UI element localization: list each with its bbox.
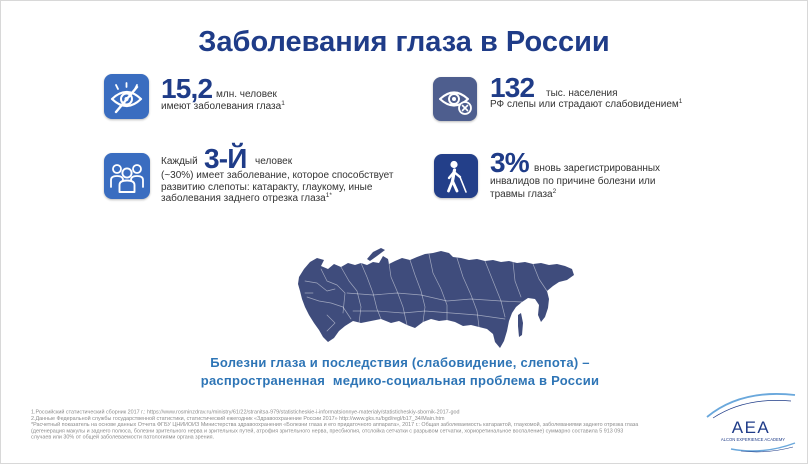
- stat-line: развитию слепоты: катаракту, глаукому, иные: [161, 182, 373, 193]
- stat-text-patients: [161, 102, 285, 112]
- footnote-ref: 2: [552, 188, 557, 195]
- stat-line: имеют заболевания глаза: [161, 101, 282, 112]
- stat-line-text: травмы глаза: [490, 189, 553, 200]
- footnote-ref: 1: [281, 100, 285, 107]
- footnote-ref: 1: [678, 98, 683, 105]
- footnotes: [31, 409, 651, 440]
- footnote: случаев или 30% от общей заболеваемости патологиями органа зрения.: [31, 434, 215, 440]
- footnote: 2.Данные Федеральной службы государственной статистики, статистический ежегодник «Здравоохранение России 2017» http://www.gks.ru/bgd/regl/b17_34/Main.htm: [31, 415, 445, 422]
- caption-line: распространенная медико-социальная проблема в России: [200, 373, 600, 388]
- footnote: 1.Российский статистический сборник 2017 г.: https://www.rosminzdrav.ru/ministry/61/22/stranitsa-979/statisticheskie-i-informatsionnye-materialy/statisticheskiy-sbornik-2017-god: [31, 409, 460, 415]
- slide-title: Заболевания глаза в России: [198, 26, 610, 58]
- stat-unit-person: человек: [255, 156, 293, 167]
- footnote: (дегенерация макулы и заднего полюса, болезни зрительного нерва и зрительных путей, атрофия зрительного нерва, пресбиопия, отслойка сетчатки с разрывом сетчатки, хориоретинальное воспаление) суммарно составила 5 913 093: [31, 427, 624, 434]
- sakhalin-island: [518, 313, 523, 337]
- stat-line: инвалидов по причине болезни или: [490, 176, 656, 187]
- stat-line-text: заболевания заднего отрезка глаза: [161, 193, 326, 204]
- stat-value-patients: 15,2: [161, 73, 213, 104]
- logo-arc: [731, 443, 795, 451]
- stat-unit-patients: млн. человек: [216, 89, 277, 100]
- stat-unit-disabled: вновь зарегистрированных: [534, 163, 661, 174]
- stat-text-blind: [490, 100, 682, 110]
- footnote: *Расчетный показатель на основе данных Отчета ФГБУ ЦНИИОИЗ Министерства здравоохранения «Болезни глаза и его придаточного аппарата», 2017 г.: Общая заболеваемость катарактой, глаукомой, заболеваниями заднего отрезка глаза: [31, 421, 639, 428]
- stat-line: (~30%) имеет заболевание, которое способствует: [161, 170, 394, 181]
- eye-cross-icon: [433, 77, 477, 121]
- stat-value-every-third: 3-Й: [204, 143, 247, 174]
- people-group-icon: [104, 153, 150, 199]
- logo-name: ALCON EXPERIENCE ACADEMY: [720, 437, 786, 442]
- blind-person-with-cane-icon: [434, 154, 478, 198]
- stat-prefix-every: Каждый: [161, 156, 198, 167]
- stat-line: [490, 190, 556, 200]
- logo-arc: [713, 400, 791, 418]
- stat-line: [161, 194, 332, 204]
- logo-mark: AEA: [731, 418, 771, 437]
- russia-map-outline: [298, 251, 574, 348]
- footnote-ref: 1*: [325, 192, 332, 199]
- stat-value-blind: 132: [490, 72, 535, 103]
- russia-map-icon: [291, 245, 581, 355]
- caption-line: Болезни глаза и последствия (слабовидение, слепота) –: [210, 355, 590, 370]
- stat-value-disabled: 3%: [490, 147, 529, 178]
- stat-unit-blind: тыс. населения: [546, 88, 618, 99]
- eye-slash-icon: [104, 74, 149, 119]
- stat-line: РФ слепы или страдают слабовидением: [490, 99, 679, 110]
- alcon-experience-academy-logo: [701, 387, 801, 455]
